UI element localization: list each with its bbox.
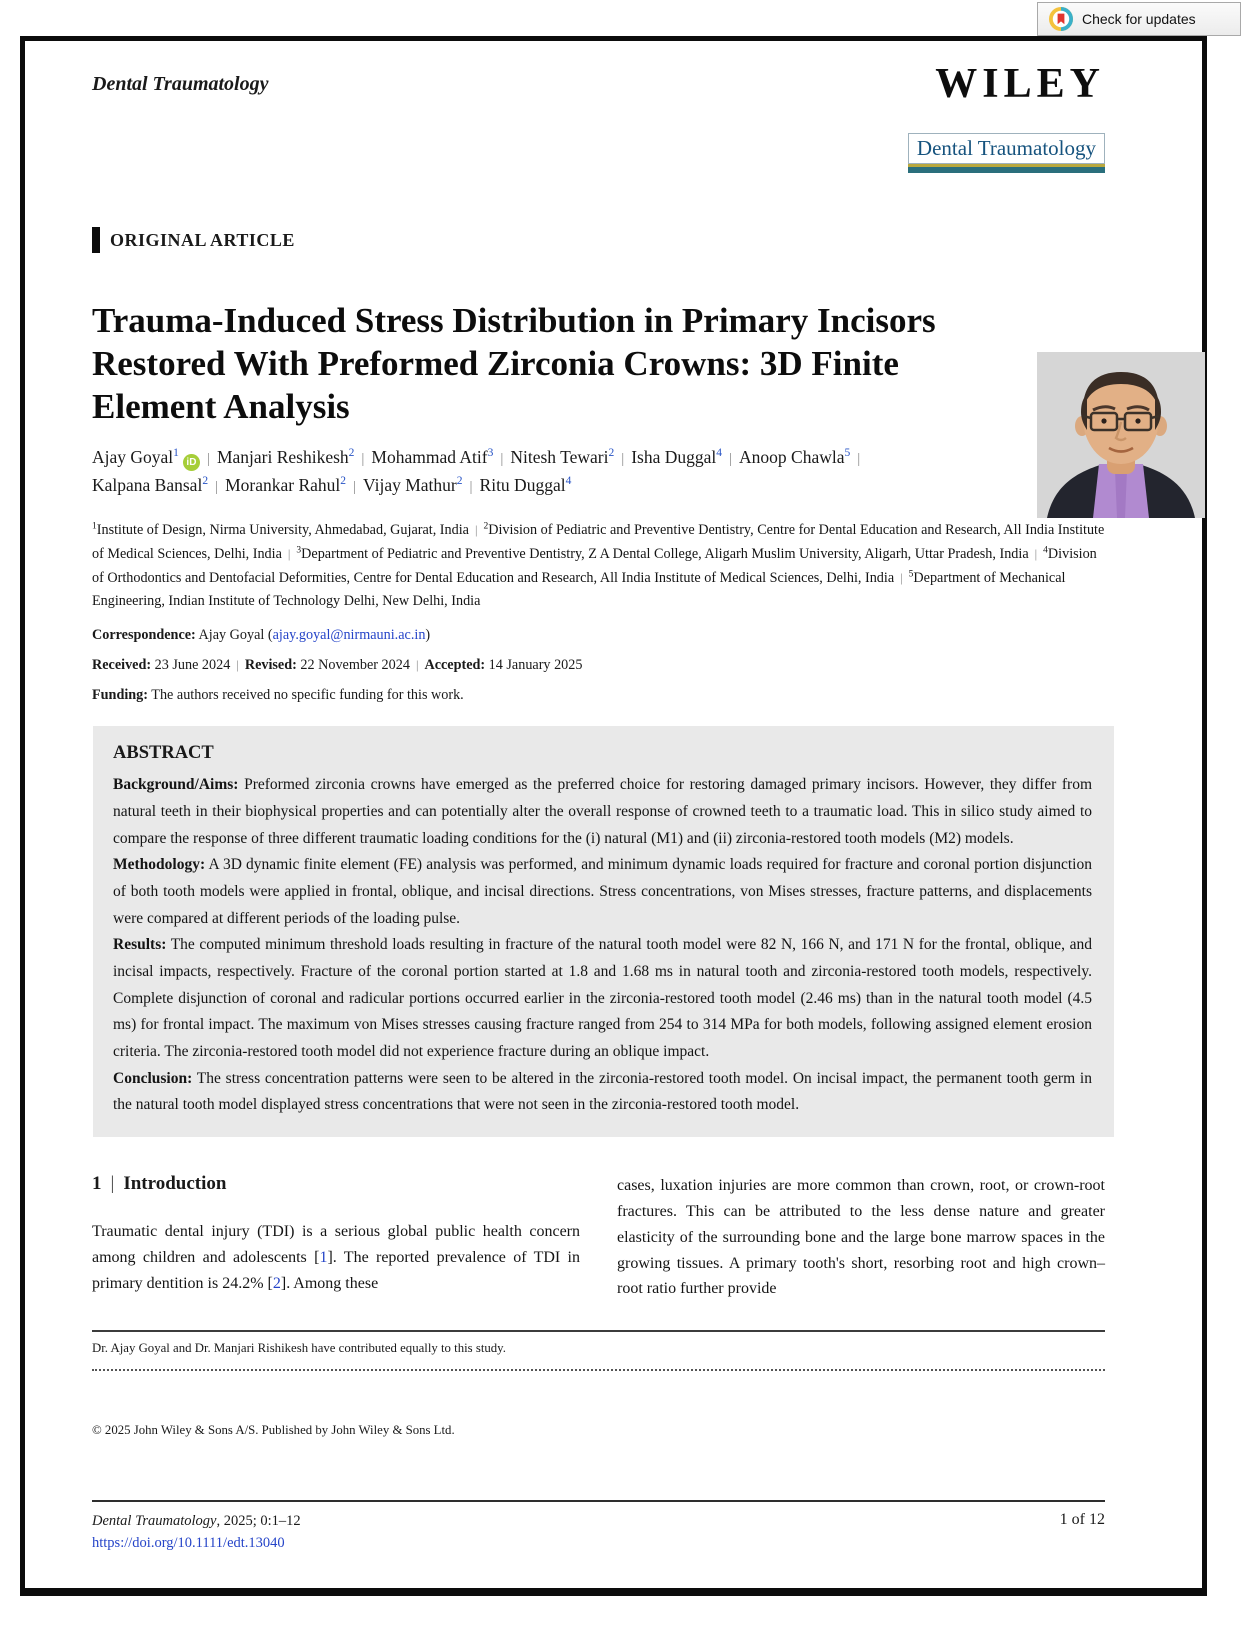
correspondence-email-link[interactable]: ajay.goyal@nirmauni.ac.in [272,627,426,644]
footer-rule [92,1500,1105,1502]
footer-citation: Dental Traumatology, 2025; 0:1–12 [92,1513,301,1530]
abstract-results: Results: The computed minimum threshold loads resulting in fracture of the natural tooth model were 82 N, 166 N, and 171 N for the frontal, oblique, and incisal impacts, respectively. Fracture of the coronal portion started at 1.8 and 1.68 ms in natural tooth and zirconia-restored tooth models, respectively. Complete disjunction of coronal and radicular portions occurred earlier in the zirconia-restored tooth model (2.46 ms) than in the natural tooth model (4.5 ms) for frontal impact. The maximum von Mises stresses causing fracture ranged from 254 to 314 MPa for both models, following assigned element erosion criteria. The zirconia-restored tooth model did not experience fracture during an oblique impact. [113,936,1092,1060]
page-number: 1 of 12 [1059,1511,1105,1529]
badge-stripe-teal [908,167,1105,173]
author-name: Ritu Duggal$^4$ [479,474,572,495]
author-name: Nitesh Tewari$^2$ [510,447,615,468]
orcid-icon[interactable]: iD [183,454,200,471]
abstract-conclusion: Conclusion: The stress concentration patterns were seen to be altered in the zirconia-restored tooth model. On incisal impact, the permanent tooth germ in the natural tooth model displayed stress concentrations that were not seen in the zirconia-restored tooth model. [113,1069,1092,1114]
running-head: Dental Traumatology [92,73,269,95]
author-name: Ajay Goyal$^1$ [92,447,179,468]
intro-paragraph-left: Traumatic dental injury (TDI) is a serious global public health concern among children and adolescents [1]. The reported prevalence of TDI in primary dentition is 24.2% [2]. Among these [92,1222,580,1292]
correspondence-line: Correspondence: Ajay Goyal (ajay.goyal@nirmauni.ac.in) [92,627,431,644]
author-name: Manjari Reshikesh$^2$ [216,447,355,468]
introduction-heading: 1 | Introduction [92,1172,227,1194]
article-title: Trauma-Induced Stress Distribution in Primary Incisors Restored With Preformed Zirconia Crowns: 3D Finite Element Analysis [92,301,936,427]
copyright-note: © 2025 John Wiley & Sons A/S. Published by John Wiley & Sons Ltd. [92,1423,455,1438]
author-list: Ajay Goyal$^1$iD | Manjari Reshikesh$^2$ | Mohammad Atif$^3$ | Nitesh Tewari$^2$ | Isha Duggal$^4$ | Anoop Chawla$^5$ | Kalpana Bansal$^2$ | Morankar Rahul$^2$ | Vijay Mathur$^2$ | Ritu Duggal$^4$ [92,447,861,495]
author-name: Morankar Rahul$^2$ [225,474,347,495]
author-name: Isha Duggal$^4$ [631,447,723,468]
introduction-section [92,1173,1105,1303]
footnote-rule [92,1330,1105,1332]
abstract-box [93,726,1114,1137]
abstract-background: Background/Aims: Preformed zirconia crowns have emerged as the preferred choice for restoring damaged primary incisors. However, they differ from natural teeth in their biophysical properties and can potentially alter the overall response of crowned teeth to a traumatic load. This in silico study aimed to compare the response of three different traumatic loading conditions for the (i) natural (M1) and (ii) zirconia-restored tooth models (M2) models. [113,776,1093,847]
check-for-updates-button[interactable] [1037,2,1241,36]
journal-badge [908,133,1105,173]
equal-contribution-note: Dr. Ajay Goyal and Dr. Manjari Rishikesh have contributed equally to this study. [92,1341,506,1356]
funding-line: Funding: The authors received no specific funding for this work. [92,687,464,704]
page-footer [92,1511,1105,1555]
page-frame [20,36,1207,1596]
affiliations: $^1$Institute of Design, Nirma University, Ahmedabad, Gujarat, India | $^2$Division of Pediatric and Preventive Dentistry, Centre for Dental Education and Research, All India Institute of Medical Sciences, Delhi, India | $^3$Department of Pediatric and Preventive Dentistry, Z A Dental College, Aligarh Muslim University, Aligarh, Uttar Pradesh, India | $^4$Division of Orthodontics and Dentofacial Deformities, Centre for Dental Education and Research, All India Institute of Medical Sciences, Delhi, India | $^5$Department of Mechanical Engineering, Indian Institute of Technology Delhi, New Delhi, India [92,521,1105,610]
article-kicker [92,227,1105,253]
dotted-divider [92,1369,1105,1371]
kicker-bar [92,227,100,253]
history-line: Received: 23 June 2024 | Revised: 22 November 2024 | Accepted: 14 January 2025 [92,657,583,674]
journal-badge-label: Dental Traumatology [908,133,1105,164]
abstract-methodology: Methodology: A 3D dynamic finite element (FE) analysis was performed, and minimum dynamic loads required for fracture and coronal portion disjunction of both tooth models were applied in frontal, oblique, and incisal directions. Stress concentrations, von Mises stresses, fracture patterns, and displacements were compared at different periods of the loading pulse. [113,856,1092,927]
check-for-updates-label: Check for updates [1082,11,1196,27]
intro-paragraph-right: cases, luxation injuries are more common than crown, root, or crown-root fractures. This can be attributed to the less dense nature and greater elasticity of the surrounding bone and the large bone marrow spaces in the growing tissues. A primary tooth's short, resorbing root and high crown–root ratio further provide [617,1176,1105,1298]
crossmark-icon [1048,6,1074,32]
author-name: Vijay Mathur$^2$ [363,474,463,495]
doi-link[interactable]: https://doi.org/10.1111/edt.13040 [92,1535,285,1552]
page-header [92,63,1105,105]
citation-ref-2[interactable]: 2 [272,1274,281,1292]
author-name: Mohammad Atif$^3$ [371,447,494,468]
author-name: Kalpana Bansal$^2$ [92,474,209,495]
wiley-logo: WILEY [935,61,1105,107]
intro-right-column [617,1173,1105,1303]
intro-left-column [92,1173,580,1303]
abstract-heading: ABSTRACT [113,743,214,764]
citation-ref-1[interactable]: 1 [319,1248,328,1266]
kicker-label: ORIGINAL ARTICLE [110,229,295,250]
author-name: Anoop Chawla$^5$ [739,447,851,468]
